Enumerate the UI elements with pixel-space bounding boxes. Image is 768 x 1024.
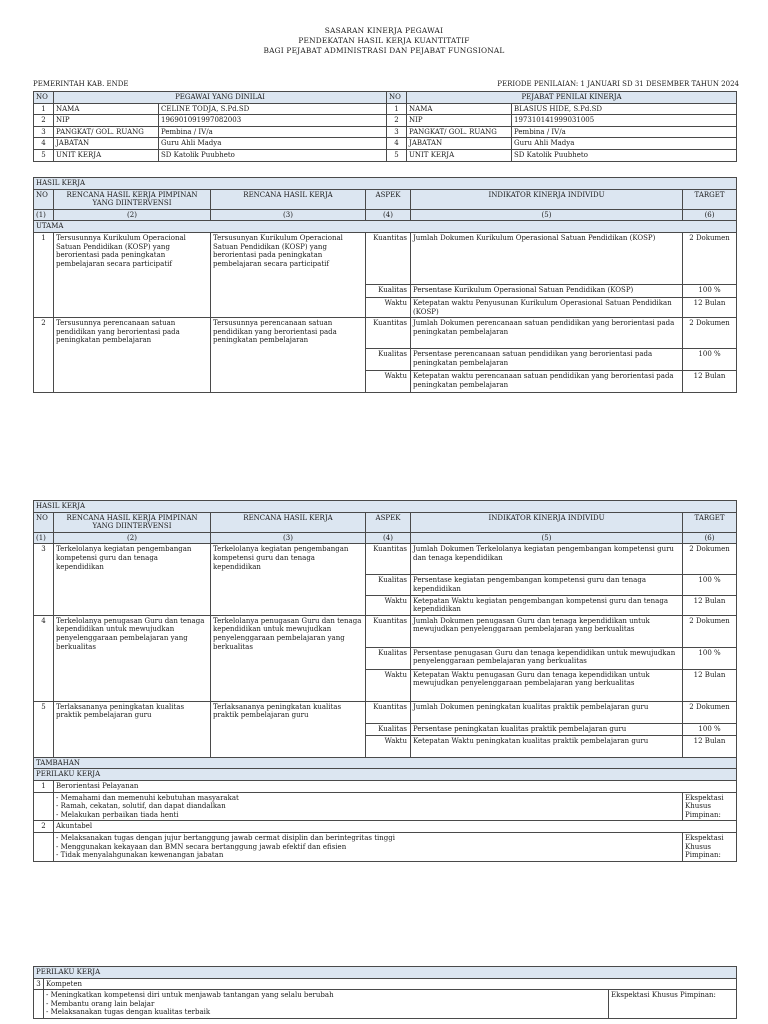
behavior-bullets — [54, 832, 683, 861]
indikator-cell: Persentase kegiatan pengembangan kompetensi guru dan tenaga kependidikan — [411, 575, 683, 595]
behavior-title: Berorientasi Pelayanan — [54, 780, 737, 792]
field-label: JABATAN — [407, 138, 512, 150]
penilai-nip: 197310141999031005 — [512, 115, 737, 127]
aspek-cell: Waktu — [366, 735, 411, 757]
indicator-row — [34, 544, 737, 575]
item-number: 2 — [34, 318, 54, 393]
target-cell: 12 Bulan — [683, 371, 737, 393]
col-header-target: TARGET — [683, 189, 737, 209]
aspek-cell: Kuantitas — [366, 544, 411, 575]
indikator-cell: Ketepatan Waktu penugasan Guru dan tenaga kependidikan untuk mewujudkan penyelenggaraan pembelajaran yang berkualitas — [411, 669, 683, 701]
indikator-cell: Jumlah Dokumen Kurikulum Operasional Satuan Pendidikan (KOSP) — [411, 232, 683, 284]
target-cell: 100 % — [683, 284, 737, 297]
col-header-rencana: RENCANA HASIL KERJA — [211, 512, 366, 532]
hasil-kerja-section-label: HASIL KERJA — [34, 178, 737, 190]
rencana-pimpinan-text: Tersusunnya Kurikulum Operacional Satuan Pendidikan (KOSP) yang berorientasi pada peningkatan pembelajaran secara participatif — [54, 232, 211, 317]
behavior-bullet: - Melakukan perbaikan tiada henti — [56, 811, 680, 820]
target-cell: 12 Bulan — [683, 297, 737, 317]
rencana-pimpinan-text: Terkelolanya penugasan Guru dan tenaga kependidikan untuk mewujudkan penyelenggaraan pembelajaran yang berkualitas — [54, 615, 211, 701]
pejabat-penilai-header: PEJABAT PENILAI KINERJA — [407, 92, 737, 104]
col-header-rencana: RENCANA HASIL KERJA — [211, 189, 366, 209]
behavior-bullet: - Melaksanakan tugas dengan kualitas terbaik — [46, 1008, 606, 1017]
aspek-cell: Kuantitas — [366, 615, 411, 647]
title-line-1: SASARAN KINERJA PEGAWAI — [324, 26, 444, 35]
behavior-title-row — [34, 780, 737, 792]
field-label: NAMA — [54, 103, 159, 115]
ekspektasi-khusus-label: Ekspektasi Khusus Pimpinan: — [609, 990, 737, 1019]
penilai-nama: BLASIUS HIDE, S.Pd.SD — [512, 103, 737, 115]
behavior-title: Akuntabel — [54, 821, 737, 833]
field-label: PANGKAT/ GOL. RUANG — [54, 126, 159, 138]
col-number: (4) — [366, 209, 411, 221]
aspek-cell: Kualitas — [366, 723, 411, 735]
section-row — [34, 967, 737, 979]
target-cell: 100 % — [683, 349, 737, 371]
identity-row — [34, 115, 737, 127]
field-label: NAMA — [407, 103, 512, 115]
target-cell: 12 Bulan — [683, 595, 737, 615]
ekspektasi-khusus-label: Ekspektasi Khusus Pimpinan: — [683, 792, 737, 821]
title-line-2: PENDEKATAN HASIL KERJA KUANTITATIF — [298, 36, 470, 45]
item-number: 5 — [34, 701, 54, 757]
col-header-indikator: INDIKATOR KINERJA INDIVIDU — [411, 512, 683, 532]
pegawai-pangkat: Pembina / IV/a — [159, 126, 387, 138]
field-label: JABATAN — [54, 138, 159, 150]
row-number: 4 — [34, 138, 54, 150]
col-header-aspek: ASPEK — [366, 189, 411, 209]
pegawai-unit-kerja: SD Katolik Puubheto — [159, 149, 387, 161]
section-row — [34, 757, 737, 769]
target-cell: 12 Bulan — [683, 735, 737, 757]
hasil-kerja-section-label: HASIL KERJA — [34, 501, 737, 513]
indikator-cell: Persentase perencanaan satuan pendidikan yang berorientasi pada peningkatan pembelajaran — [411, 349, 683, 371]
rencana-hasil-kerja-text: Tersusunyan Kurikulum Operacional Satuan Pendidikan (KOSP) yang berorientasi pada peningkatan pembelajaran secara participatif — [211, 232, 366, 317]
utama-section-label: UTAMA — [34, 221, 737, 233]
behavior-bullet: - Menggunakan kekayaan dan BMN secara bertanggung jawab efektif dan efisien — [56, 843, 680, 852]
penilai-jabatan: Guru Ahli Madya — [512, 138, 737, 150]
aspek-cell: Kuantitas — [366, 701, 411, 723]
identity-table — [33, 91, 737, 162]
perilaku-kerja-section-label: PERILAKU KERJA — [34, 967, 737, 979]
behavior-bullet: - Tidak menyalahgunakan kewenangan jabatan — [56, 851, 680, 860]
row-number: 3 — [387, 126, 407, 138]
indikator-cell: Jumlah Dokumen peningkatan kualitas praktik pembelajaran guru — [411, 701, 683, 723]
behavior-detail-row — [34, 832, 737, 861]
pegawai-nip: 196901091997082003 — [159, 115, 387, 127]
behavior-title-row — [34, 821, 737, 833]
rencana-hasil-kerja-text: Terkelolanya kegiatan pengembangan kompetensi guru dan tenaga kependidikan — [211, 544, 366, 615]
identity-row — [34, 149, 737, 161]
hasil-kerja-table — [33, 177, 737, 393]
row-number: 2 — [34, 115, 54, 127]
item-number: 1 — [34, 232, 54, 317]
field-label: UNIT KERJA — [407, 149, 512, 161]
behavior-number: 1 — [34, 780, 54, 792]
row-number: 5 — [34, 149, 54, 161]
field-label: UNIT KERJA — [54, 149, 159, 161]
indikator-cell: Persentase peningkatan kualitas praktik pembelajaran guru — [411, 723, 683, 735]
behavior-number: 2 — [34, 821, 54, 833]
row-number: 3 — [34, 126, 54, 138]
behavior-bullet: - Melaksanakan tugas dengan jujur bertanggung jawab cermat disiplin dan berintegritas tinggi — [56, 834, 680, 843]
col-header-indikator: INDIKATOR KINERJA INDIVIDU — [411, 189, 683, 209]
behavior-bullet: - Memahami dan memenuhi kebutuhan masyarakat — [56, 794, 680, 803]
behavior-title: Kompeten — [44, 978, 737, 990]
target-cell: 100 % — [683, 575, 737, 595]
aspek-cell: Kualitas — [366, 575, 411, 595]
target-cell: 2 Dokumen — [683, 232, 737, 284]
perilaku-kerja-table — [33, 966, 737, 1019]
behavior-number: 3 — [34, 978, 44, 990]
item-number: 4 — [34, 615, 54, 701]
rencana-pimpinan-text: Terlaksananya peningkatan kualitas praktik pembelajaran guru — [54, 701, 211, 757]
no-header: NO — [34, 92, 54, 104]
indikator-cell: Ketepatan waktu Penyusunan Kurikulum Operasional Satuan Pendidikan (KOSP) — [411, 297, 683, 317]
indikator-cell: Persentase penugasan Guru dan tenaga kependidikan untuk mewujudkan penyelenggaraan pembelajaran yang berkualitas — [411, 647, 683, 669]
col-number: (6) — [683, 209, 737, 221]
column-number-row — [34, 209, 737, 221]
indikator-cell: Ketepatan Waktu kegiatan pengembangan kompetensi guru dan tenaga kependidikan — [411, 595, 683, 615]
col-header-target: TARGET — [683, 512, 737, 532]
identity-row — [34, 126, 737, 138]
col-header-pimpinan: RENCANA HASIL KERJA PIMPINAN YANG DIINTERVENSI — [54, 512, 211, 532]
document-title — [0, 26, 768, 56]
aspek-cell: Kualitas — [366, 647, 411, 669]
col-number: (6) — [683, 532, 737, 544]
pegawai-dinilai-header: PEGAWAI YANG DINILAI — [54, 92, 387, 104]
rencana-hasil-kerja-text: Terlaksananya peningkatan kualitas praktik pembelajaran guru — [211, 701, 366, 757]
title-line-3: BAGI PEJABAT ADMINISTRASI DAN PEJABAT FUNGSIONAL — [263, 46, 505, 55]
col-number: (2) — [54, 209, 211, 221]
target-cell: 12 Bulan — [683, 669, 737, 701]
aspek-cell: Kuantitas — [366, 232, 411, 284]
col-header-pimpinan: RENCANA HASIL KERJA PIMPINAN YANG DIINTERVENSI — [54, 189, 211, 209]
section-row — [34, 221, 737, 233]
row-number: 1 — [34, 103, 54, 115]
tambahan-section-label: TAMBAHAN — [34, 757, 737, 769]
indikator-cell: Persentase Kurikulum Operasional Satuan Pendidikan (KOSP) — [411, 284, 683, 297]
row-number: 5 — [387, 149, 407, 161]
aspek-cell: Waktu — [366, 595, 411, 615]
identity-header-row — [34, 92, 737, 104]
penilai-pangkat: Pembina / IV/a — [512, 126, 737, 138]
aspek-cell: Kuantitas — [366, 318, 411, 349]
field-label: PANGKAT/ GOL. RUANG — [407, 126, 512, 138]
indikator-cell: Ketepatan waktu perencanaan satuan pendidikan yang berorientasi pada peningkatan pembelajaran — [411, 371, 683, 393]
col-number: (1) — [34, 209, 54, 221]
aspek-cell: Waktu — [366, 297, 411, 317]
aspek-cell: Kualitas — [366, 284, 411, 297]
col-number: (5) — [411, 209, 683, 221]
no-header: NO — [387, 92, 407, 104]
hasil-kerja-table — [33, 500, 737, 862]
row-number: 1 — [387, 103, 407, 115]
target-cell: 2 Dokumen — [683, 701, 737, 723]
col-number: (3) — [211, 209, 366, 221]
field-label: NIP — [407, 115, 512, 127]
section-row — [34, 501, 737, 513]
periode-label: PERIODE PENILAIAN: 1 JANUARI SD 31 DESEMBER TAHUN 2024 — [497, 80, 739, 88]
indicator-row — [34, 232, 737, 284]
indicator-row — [34, 318, 737, 349]
section-row — [34, 769, 737, 781]
column-header-row — [34, 512, 737, 532]
field-label: NIP — [54, 115, 159, 127]
behavior-bullet: - Membantu orang lain belajar — [46, 1000, 606, 1009]
col-number: (5) — [411, 532, 683, 544]
target-cell: 2 Dokumen — [683, 615, 737, 647]
indicator-row — [34, 701, 737, 723]
behavior-title-row — [34, 978, 737, 990]
rencana-pimpinan-text: Terkelolanya kegiatan pengembangan kompetensi guru dan tenaga kependidikan — [54, 544, 211, 615]
ekspektasi-khusus-label: Ekspektasi Khusus Pimpinan: — [683, 832, 737, 861]
behavior-bullets — [54, 792, 683, 821]
col-number: (1) — [34, 532, 54, 544]
col-number: (3) — [211, 532, 366, 544]
behavior-detail-row — [34, 792, 737, 821]
behavior-bullet: - Ramah, cekatan, solutif, dan dapat diandalkan — [56, 802, 680, 811]
row-number: 2 — [387, 115, 407, 127]
aspek-cell: Waktu — [366, 371, 411, 393]
perilaku-kerja-section-label: PERILAKU KERJA — [34, 769, 737, 781]
indicator-row — [34, 615, 737, 647]
col-header-no: NO — [34, 189, 54, 209]
target-cell: 2 Dokumen — [683, 544, 737, 575]
column-number-row — [34, 532, 737, 544]
rencana-hasil-kerja-text: Tersusunnya perencanaan satuan pendidikan yang berorientasi pada peningkatan pembelajaran — [211, 318, 366, 393]
column-header-row — [34, 189, 737, 209]
col-header-aspek: ASPEK — [366, 512, 411, 532]
target-cell: 100 % — [683, 647, 737, 669]
indikator-cell: Ketepatan Waktu peningkatan kualitas praktik pembelajaran guru — [411, 735, 683, 757]
behavior-detail-row — [34, 990, 737, 1019]
identity-row — [34, 103, 737, 115]
aspek-cell: Kualitas — [366, 349, 411, 371]
col-number: (2) — [54, 532, 211, 544]
col-number: (4) — [366, 532, 411, 544]
behavior-bullet: - Meningkatkan kompetensi diri untuk menjawab tantangan yang selalu berubah — [46, 991, 606, 1000]
target-cell: 100 % — [683, 723, 737, 735]
rencana-hasil-kerja-text: Terkelolanya penugasan Guru dan tenaga kependidikan untuk mewujudkan penyelenggaraan pembelajaran yang berkualitas — [211, 615, 366, 701]
section-row — [34, 178, 737, 190]
item-number: 3 — [34, 544, 54, 615]
col-header-no: NO — [34, 512, 54, 532]
aspek-cell: Waktu — [366, 669, 411, 701]
behavior-bullets — [44, 990, 609, 1019]
rencana-pimpinan-text: Tersusunnya perencanaan satuan pendidikan yang berorientasi pada peningkatan pembelajaran — [54, 318, 211, 393]
indikator-cell: Jumlah Dokumen Terkelolanya kegiatan pengembangan kompetensi guru dan tenaga kependidikan — [411, 544, 683, 575]
indikator-cell: Jumlah Dokumen perencanaan satuan pendidikan yang berorientasi pada peningkatan pembelajaran — [411, 318, 683, 349]
penilai-unit-kerja: SD Katolik Puubheto — [512, 149, 737, 161]
pegawai-jabatan: Guru Ahli Madya — [159, 138, 387, 150]
target-cell: 2 Dokumen — [683, 318, 737, 349]
pegawai-nama: CELINE TODJA, S.Pd.SD — [159, 103, 387, 115]
indikator-cell: Jumlah Dokumen penugasan Guru dan tenaga kependidikan untuk mewujudkan penyelenggaraan pembelajaran yang berkualitas — [411, 615, 683, 647]
instansi-label: PEMERINTAH KAB. ENDE — [33, 80, 129, 88]
row-number: 4 — [387, 138, 407, 150]
identity-row — [34, 138, 737, 150]
